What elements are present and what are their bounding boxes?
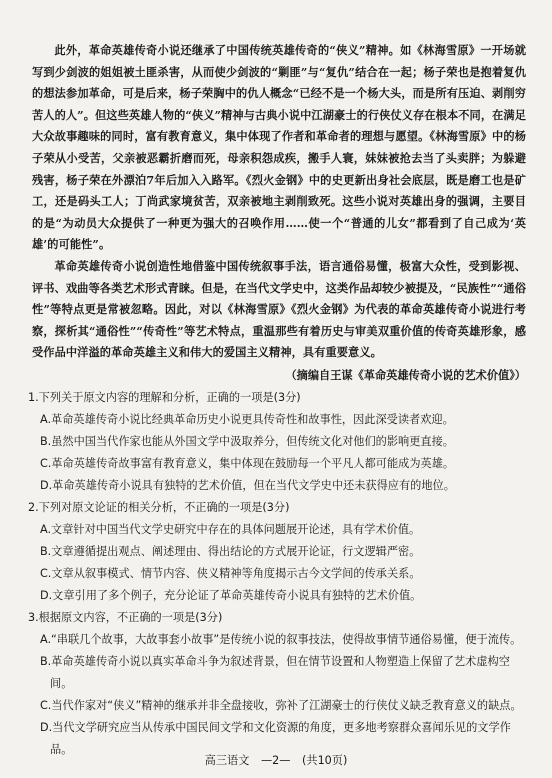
questions-section (28, 387, 526, 761)
page-footer (0, 752, 552, 768)
question-1-stem: 1.下列关于原文内容的理解和分析，正确的一项是(3分) (28, 390, 301, 404)
question-2-option-c: C.文章从叙事模式、情节内容、侠义精神等角度揭示古今文学间的传承关系。 (40, 566, 421, 580)
question-1-option-a: A.革命英雄传奇小说比经典革命历史小说更具传奇性和故事性，因此深受读者欢迎。 (40, 412, 454, 426)
passage-paragraph-1: 此外，革命英雄传奇小说还继承了中国传统英雄传奇的“侠义”精神。如《林海雪原》一开场就写到少剑波的姐姐被土匪杀害，从而使少剑波的“剿匪”与“复仇”结合在一起；杨子荣也是抱着复仇的想法参加革命，可是后来，杨子荣胸中的仇人概念“已经不是一个杨大头，而是所有压迫、剥削穷苦人的人”。但这些英雄人物的“侠义”精神与古典小说中江湖豪士的行侠仗义存在根本不同，在满足大众故事趣味的同时，富有教育意义，集中体现了作者和革命者的理想与愿望。《林海雪原》中的杨子荣从小受苦，父亲被恶霸折磨而死，母亲积怨成疾，搬手人寰，妹妹被抢去当了头卖胖；为躲避残害，杨子荣在外漂泊7年后加入入路军。《烈火金钢》中的史更新出身社会底层，既是磨工也是矿工，还是码头工人；丁尚武家境贫苦，双亲被地主剥削致死。这些小说对英雄出身的强调，主要目的是“为动员大众提供了一种更为强大的召唤作用……使一个“普通的儿女”都看到了自己成为‘英雄’的可能性”。 (32, 43, 526, 252)
question-3-option-d: D.当代文学研究应当从传承中国民间文学和文化资源的角度，更多地考察群众喜闻乐见的文学作品。 (40, 720, 511, 756)
footer-subject: 高三语文 (204, 754, 250, 767)
question-3 (28, 607, 526, 761)
passage-source: （摘编自王谋《革命英雄传奇小说的艺术价值》） (285, 367, 526, 382)
reading-passage (32, 40, 526, 385)
footer-page-number: —2— (260, 754, 291, 767)
question-1 (28, 387, 526, 497)
question-2-option-a: A.文章针对中国当代文学史研究中存在的具体问题展开论述，具有学术价值。 (40, 522, 421, 536)
question-2-option-b: B.文章遵循提出观点、阐述理由、得出结论的方式展开论证，行文逻辑严密。 (40, 544, 421, 558)
question-3-stem: 3.根据原文内容，不正确的一项是(3分) (28, 610, 223, 624)
question-1-option-b: B.虽然中国当代作家也能从外国文学中汲取养分，但传统文化对他们的影响更直接。 (40, 434, 454, 448)
footer-total-pages: (共10页) (302, 754, 348, 767)
question-2-option-d: D.文章引用了多个例子，充分论证了革命英雄传奇小说具有独特的艺术价值。 (40, 588, 422, 602)
question-3-option-c: C.当代作家对“侠义”精神的继承并非全盘接收，弥补了江湖豪士的行侠仗义缺乏教育意义的缺点。 (40, 698, 522, 712)
question-2 (28, 497, 526, 607)
question-1-option-c: C.革命英雄传奇故事富有教育意义，集中体现在鼓励每一个平凡人都可能成为英雄。 (40, 456, 455, 470)
question-3-option-a: A.“串联几个故事，大故事套小故事”是传统小说的叙事技法，使得故事情节通俗易懂，便于流传。 (40, 632, 522, 646)
question-1-option-d: D.革命英雄传奇小说具有独特的艺术价值，但在当代文学史中还未获得应有的地位。 (40, 478, 455, 492)
question-3-option-b: B.革命英雄传奇小说以真实革命斗争为叙述背景，但在情节设置和人物塑造上保留了艺术虚构空间。 (40, 654, 510, 690)
passage-paragraph-2: 革命英雄传奇小说创造性地借鉴中国传统叙事手法，语言通俗易懂，极富大众性，受到影视、评书、戏曲等各类艺术形式青睐。但是，在当代文学史中，这类作品却较少被提及，“民族性”“通俗性”等特点更是常被忽略。因此，对以《林海雪原》《烈火金钢》为代表的革命英雄传奇小说进行考察，探析其“通俗性”“传奇性”等艺术特点，重温那些有着历史与审美双重价值的传奇英雄形象，感受作品中洋溢的革命英雄主义和伟大的爱国主义精神，具有重要意义。 (32, 258, 526, 360)
question-2-stem: 2.下列对原文论证的相关分析，不正确的一项是(3分) (28, 500, 290, 514)
